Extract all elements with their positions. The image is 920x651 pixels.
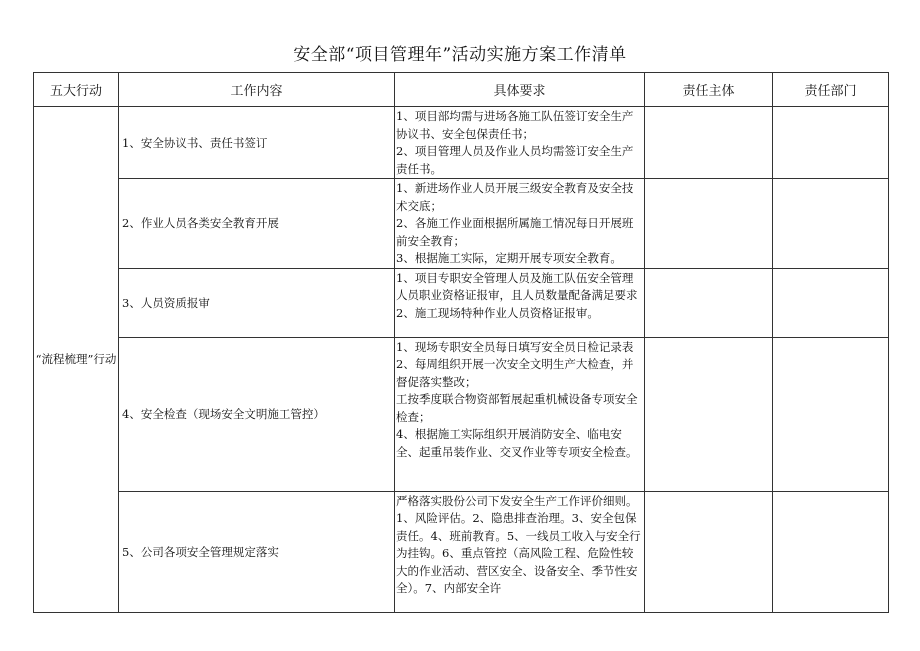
requirement-line: 2、每周组织开展一次安全文明生产大检查，并督促落实整改；: [396, 357, 634, 389]
requirements-cell: [395, 337, 645, 491]
requirements-cell: [395, 107, 645, 179]
header-row: [34, 73, 889, 107]
responsible-dept-cell: [773, 107, 889, 179]
responsible-party-cell: [645, 179, 773, 269]
content-cell: 1、安全协议书、责任书签订: [119, 107, 395, 179]
requirement-line: 1、现场专职安全员每日填写安全员日检记录表: [396, 339, 634, 354]
action-cell: [34, 107, 119, 613]
responsible-dept-cell: [773, 179, 889, 269]
page-title: 安全部“项目管理年”活动实施方案工作清单: [293, 45, 627, 65]
requirement-line: 1、新进场作业人员开展三级安全教育及安全技术交底；: [396, 181, 634, 213]
requirements-cell: [395, 268, 645, 337]
responsible-party-cell: [645, 268, 773, 337]
responsible-dept-cell: [773, 268, 889, 337]
requirement-line: 工按季度联合物资部暂展起重机械设备专项安全检查；: [396, 392, 638, 424]
work-list-table: [33, 72, 889, 613]
responsible-party-cell: [645, 337, 773, 491]
content-cell: 2、作业人员各类安全教育开展: [119, 179, 395, 269]
requirement-line: 4、根据施工实际组织开展消防安全、临电安全、起重吊装作业、交叉作业等专项安全检查。: [396, 427, 638, 459]
requirement-line: 1、项目专职安全管理人员及施工队伍安全管理人员职业资格证报审，且人员数量配备满足要求: [396, 270, 638, 302]
content-cell: 3、人员资质报审: [119, 268, 395, 337]
table-row: [34, 107, 889, 179]
requirement-line: 2、项目管理人员及作业人员均需签订安全生产责任书。: [396, 144, 634, 176]
header-responsible-party: 责任主体: [645, 73, 773, 107]
table-row: [34, 491, 889, 612]
responsible-party-cell: [645, 491, 773, 612]
responsible-dept-cell: [773, 491, 889, 612]
requirement-line: 3、根据施工实际，定期开展专项安全教育。: [396, 251, 622, 265]
requirements-cell: [395, 491, 645, 612]
responsible-party-cell: [645, 107, 773, 179]
requirements-cell: [395, 179, 645, 269]
requirement-line: 严格落实股份公司下发安全生产工作评价细则。1、风险评估。2、隐患排查治理。3、安全包保责任。4、班前教育。5、一线员工收入与安全行为挂钩。6、重点管控（高风险工程、危险性较大的作业活动、营区安全、设备安全、季节性安全）。7、内部安全许: [396, 493, 641, 595]
header-content: 工作内容: [119, 73, 395, 107]
content-cell: 5、公司各项安全管理规定落实: [119, 491, 395, 612]
table-row: [34, 268, 889, 337]
action-label: “流程梳理”行动: [35, 352, 117, 367]
table-row: [34, 337, 889, 491]
header-action: 五大行动: [34, 73, 119, 107]
content-cell: 4、安全检查（现场安全文明施工管控）: [119, 337, 395, 491]
requirement-line: 2、施工现场特种作业人员资格证报审。: [396, 305, 599, 320]
responsible-dept-cell: [773, 337, 889, 491]
requirement-line: 1、项目部均需与进场各施工队伍签订安全生产协议书、安全包保责任书；: [396, 109, 634, 141]
header-requirements: 具体要求: [395, 73, 645, 107]
table-row: [34, 179, 889, 269]
header-responsible-dept: 责任部门: [773, 73, 889, 107]
requirement-line: 2、各施工作业面根据所属施工情况每日开展班前安全教育；: [396, 216, 634, 248]
